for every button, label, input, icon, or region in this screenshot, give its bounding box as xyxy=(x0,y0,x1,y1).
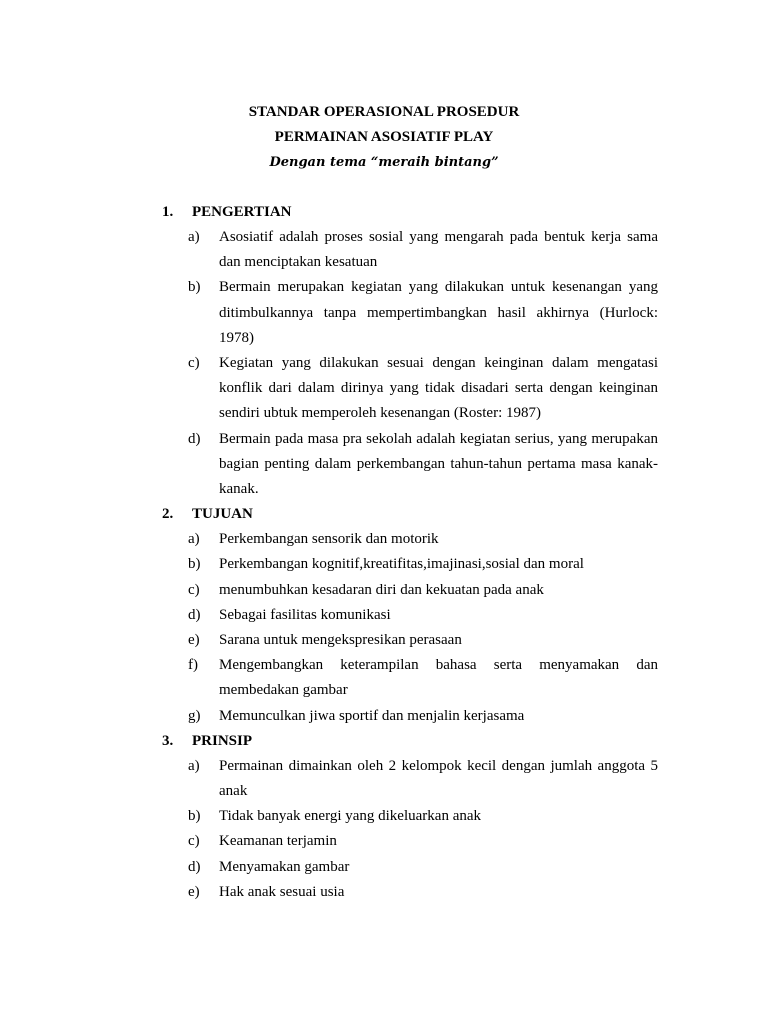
list-item-marker: b) xyxy=(188,808,201,825)
section-1 xyxy=(162,200,658,502)
list-item xyxy=(188,704,658,729)
list-item-text: Kegiatan yang dilakukan sesuai dengan keinginan dalam mengatasi konflik dari dalam dirinya yang tidak disadari serta dengan keinginan sendiri ubtuk memperoleh kesenangan (Roster: 1987) xyxy=(219,355,658,422)
document-body xyxy=(162,200,658,905)
list-item-text: Menyamakan gambar xyxy=(219,858,350,875)
list-item-text: Hak anak sesuai usia xyxy=(219,883,345,900)
list-item xyxy=(188,578,658,603)
list-item-text: Tidak banyak energi yang dikeluarkan anak xyxy=(219,808,482,825)
list-item-marker: e) xyxy=(188,883,200,900)
list-item xyxy=(188,829,658,854)
section-3 xyxy=(162,729,658,905)
list-item-marker: f) xyxy=(188,657,198,674)
list-item-text: Mengembangkan keterampilan bahasa serta menyamakan dan membedakan gambar xyxy=(219,657,658,699)
list-item-marker: a) xyxy=(188,531,200,548)
list-item xyxy=(188,880,658,905)
section-number: 2. xyxy=(162,506,174,523)
list-item-text: Sarana untuk mengekspresikan perasaan xyxy=(219,632,462,649)
section-heading xyxy=(162,200,658,225)
list-item-marker: c) xyxy=(188,581,200,598)
list-item-marker: a) xyxy=(188,229,200,245)
list-item-text: Perkembangan kognitif,kreatifitas,imajinasi,sosial dan moral xyxy=(219,556,584,573)
list-item-marker: c) xyxy=(188,833,200,850)
list-item-marker: d) xyxy=(188,430,201,447)
list-item-text: Memunculkan jiwa sportif dan menjalin kerjasama xyxy=(219,707,525,724)
list-item-text: Keamanan terjamin xyxy=(219,833,337,850)
list-item xyxy=(188,804,658,829)
section-heading xyxy=(162,729,658,754)
list-item xyxy=(188,754,658,804)
list-item xyxy=(188,351,658,427)
list-item-marker: b) xyxy=(188,556,201,573)
list-item xyxy=(188,427,658,503)
list-item-marker: e) xyxy=(188,632,200,649)
document-subtitle: PERMAINAN ASOSIATIF PLAY xyxy=(274,129,494,145)
section-heading xyxy=(162,502,658,527)
list-item-text: Perkembangan sensorik dan motorik xyxy=(219,531,439,548)
section-2 xyxy=(162,502,658,729)
list-item-marker: c) xyxy=(188,355,200,372)
list-item-text: Bermain merupakan kegiatan yang dilakukan untuk kesenangan yang ditimbulkannya tanpa mempertimbangkan hasil akhirnya (Hurlock: 1978) xyxy=(219,279,658,346)
section-number: 3. xyxy=(162,732,174,749)
section-title: PENGERTIAN xyxy=(192,204,292,220)
list-item xyxy=(188,628,658,653)
list-item xyxy=(188,552,658,577)
section-number: 1. xyxy=(162,204,174,220)
list-item xyxy=(188,275,658,351)
list-item-marker: a) xyxy=(188,757,200,774)
document-theme: Dengan tema “meraih bintang” xyxy=(269,155,499,170)
document-header xyxy=(0,100,768,175)
list-item xyxy=(188,855,658,880)
list-item-text: Bermain pada masa pra sekolah adalah kegiatan serius, yang merupakan bagian penting dalam perkembangan tahun-tahun pertama masa kanak-kanak. xyxy=(219,430,658,498)
section-title: PRINSIP xyxy=(192,732,253,749)
list-item-marker: d) xyxy=(188,606,201,623)
section-title: TUJUAN xyxy=(192,506,253,523)
list-item-text: Asosiatif adalah proses sosial yang mengarah pada bentuk kerja sama dan menciptakan kesatuan xyxy=(219,229,658,271)
list-item xyxy=(188,603,658,628)
list-item-marker: g) xyxy=(188,707,201,724)
list-item xyxy=(188,653,658,703)
list-item-marker: d) xyxy=(188,858,201,875)
list-item xyxy=(188,527,658,552)
document-title: STANDAR OPERASIONAL PROSEDUR xyxy=(248,104,520,120)
list-item xyxy=(188,225,658,275)
list-item-text: Sebagai fasilitas komunikasi xyxy=(219,606,391,623)
list-item-marker: b) xyxy=(188,279,201,296)
list-item-text: menumbuhkan kesadaran diri dan kekuatan pada anak xyxy=(219,581,544,598)
list-item-text: Permainan dimainkan oleh 2 kelompok kecil dengan jumlah anggota 5 anak xyxy=(219,757,658,800)
